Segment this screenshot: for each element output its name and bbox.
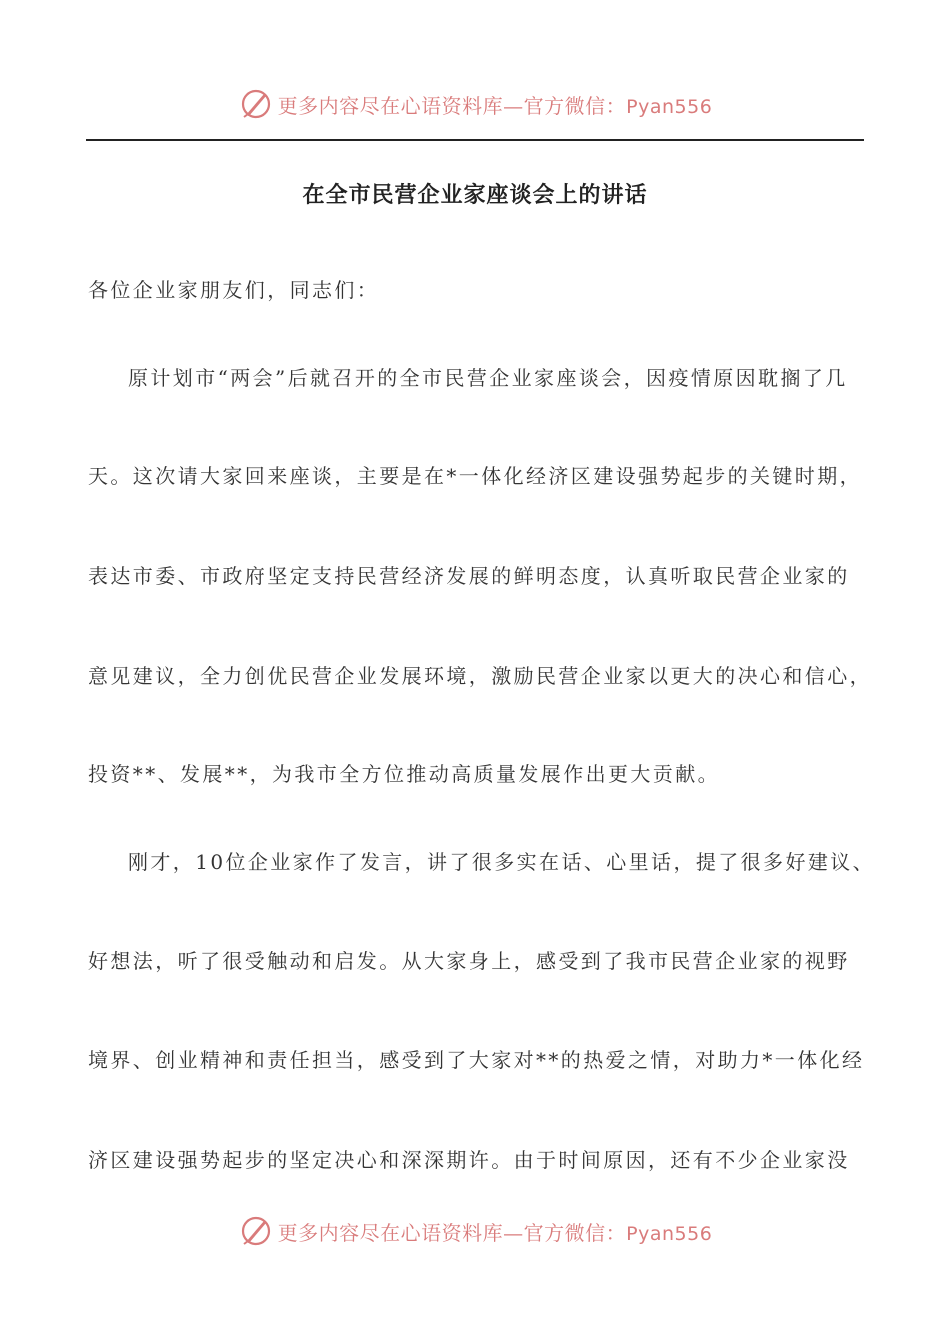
footer-banner <box>0 1211 950 1251</box>
paragraph-line: 济区建设强势起步的坚定决心和深深期许。由于时间原因，还有不少企业家没 <box>88 1148 850 1172</box>
paragraph-line: 刚才，10位企业家作了发言，讲了很多实在话、心里话，提了很多好建议、 <box>128 850 876 874</box>
header-divider <box>86 139 864 141</box>
salutation: 各位企业家朋友们，同志们： <box>88 278 380 302</box>
paragraph-line: 投资**、发展**，为我市全方位推动高质量发展作出更大贡献。 <box>88 762 720 786</box>
paragraph-line: 表达市委、市政府坚定支持民营经济发展的鲜明态度，认真听取民营企业家的 <box>88 564 850 588</box>
paragraph-line: 原计划市“两会”后就召开的全市民营企业家座谈会，因疫情原因耽搁了几 <box>128 366 848 390</box>
paragraph-line: 境界、创业精神和责任担当，感受到了大家对**的热爱之情，对助力*一体化经 <box>88 1048 865 1072</box>
quill-logo-icon <box>238 1213 274 1249</box>
paragraph-line: 好想法，听了很受触动和启发。从大家身上，感受到了我市民营企业家的视野 <box>88 949 850 973</box>
wechat-id: Pyan556 <box>626 95 713 118</box>
banner-text: 更多内容尽在心语资料库—官方微信：Pyan556 <box>277 93 713 118</box>
paragraph-line: 意见建议，全力创优民营企业发展环境，激励民营企业家以更大的决心和信心， <box>88 664 872 688</box>
banner-text: 更多内容尽在心语资料库—官方微信：Pyan556 <box>277 1220 713 1245</box>
paragraph-line: 天。这次请大家回来座谈，主要是在*一体化经济区建设强势起步的关键时期， <box>88 464 862 488</box>
document-title: 在全市民营企业家座谈会上的讲话 <box>302 183 648 208</box>
header-banner <box>0 84 950 124</box>
quill-logo-icon <box>238 86 274 122</box>
wechat-id: Pyan556 <box>626 1222 713 1245</box>
